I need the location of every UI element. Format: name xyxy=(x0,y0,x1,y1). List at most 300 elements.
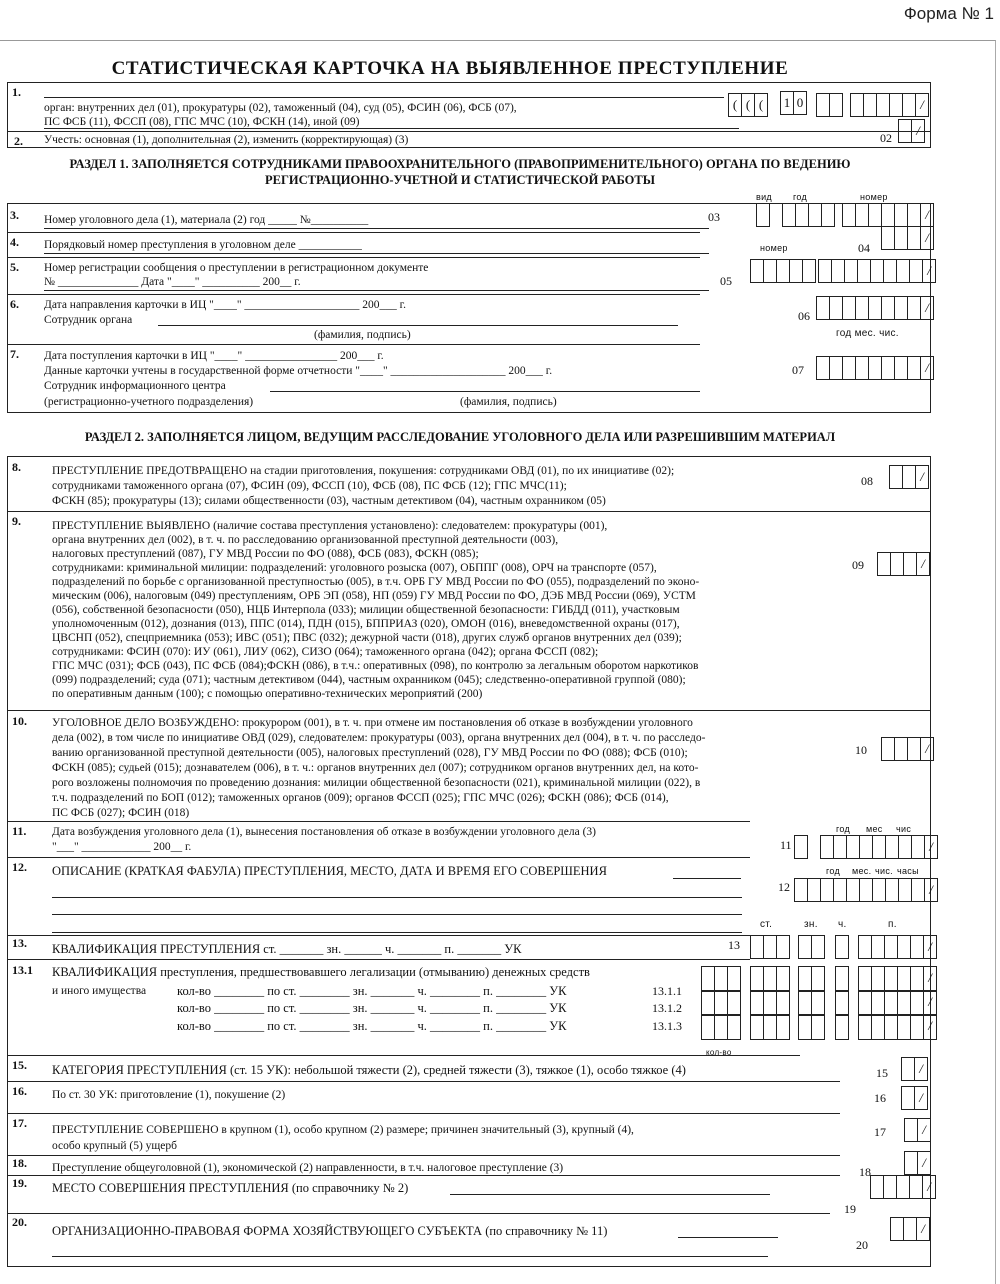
field-16-code: 16 xyxy=(874,1091,886,1105)
box[interactable] xyxy=(902,1058,915,1080)
box[interactable] xyxy=(795,879,808,901)
box[interactable] xyxy=(903,94,916,116)
box[interactable] xyxy=(899,120,912,142)
field-10-line: дела (002), в том числе по инициативе ОВД (029), следователем: прокуратуры (003), органа внутренних дел (004), в т. ч. по расследо- xyxy=(52,732,706,744)
field-5-num: 5. xyxy=(10,260,19,274)
box[interactable] xyxy=(836,967,849,991)
box[interactable] xyxy=(728,967,741,991)
field-15-boxes[interactable] xyxy=(901,1057,928,1081)
row-divider xyxy=(8,959,750,960)
slash-box[interactable] xyxy=(924,967,937,991)
field-9-line: по оперативным данным (100); с помощью оперативно-технических мероприятий (200) xyxy=(52,688,483,700)
section-1-heading-line2: РЕГИСТРАЦИОННО-УЧЕТНОЙ И СТАТИСТИЧЕСКОЙ РАБОТЫ xyxy=(265,173,655,187)
field-9-boxes[interactable] xyxy=(877,552,930,576)
box[interactable] xyxy=(871,260,884,282)
field-11-type-box[interactable] xyxy=(794,835,808,859)
box[interactable] xyxy=(856,297,869,319)
field-6-employee-input[interactable] xyxy=(158,325,678,326)
box[interactable] xyxy=(847,879,860,901)
box[interactable] xyxy=(783,204,796,226)
box[interactable] xyxy=(702,991,715,1015)
field-13-1-2-code: 13.1.2 xyxy=(652,1001,682,1015)
box[interactable] xyxy=(751,260,764,282)
box[interactable] xyxy=(882,297,895,319)
field-9-line: налоговых преступлений (087), ГУ МВД России по ФО (088), ФСБ (083), ФСКН (085); xyxy=(52,548,479,560)
box[interactable] xyxy=(764,1015,777,1039)
box[interactable] xyxy=(873,879,886,901)
box[interactable] xyxy=(777,967,790,991)
slash-box[interactable] xyxy=(915,1087,928,1109)
box[interactable] xyxy=(764,936,777,958)
field-13-zn-boxes[interactable] xyxy=(798,935,825,959)
field-10-line: рого возложены полномочия по проведению дознания: милиции общественной безопасности (021), криминальной милиции (022), в xyxy=(52,777,701,789)
caption-chasy: часы xyxy=(897,866,919,876)
box[interactable] xyxy=(904,1218,917,1240)
box[interactable]: ( xyxy=(755,94,768,116)
slash-box[interactable] xyxy=(921,738,934,760)
box[interactable] xyxy=(884,1176,897,1198)
row-divider xyxy=(8,294,700,295)
box[interactable] xyxy=(878,553,891,575)
box[interactable] xyxy=(872,967,885,991)
field-10-code: 10 xyxy=(855,743,867,757)
slash-box[interactable] xyxy=(918,1152,931,1174)
field-1-boxes-c[interactable] xyxy=(816,93,843,117)
caption-nomer: номер xyxy=(860,192,888,202)
caption-zn: зн. xyxy=(804,919,818,930)
field-9-num: 9. xyxy=(12,514,21,528)
field-17-boxes[interactable] xyxy=(904,1118,931,1142)
box[interactable] xyxy=(908,204,921,226)
field-9-line: (056), собственной безопасности (050), НЦБ Интерпола (033); милиции общественной безопасности: ГИБДД (011), участковым xyxy=(52,604,680,616)
box[interactable] xyxy=(898,1015,911,1039)
slash-box[interactable] xyxy=(924,1015,937,1039)
field-4-underline xyxy=(44,253,709,254)
slash-box[interactable] xyxy=(921,227,934,249)
caption-god: год xyxy=(826,866,841,876)
field-4-num: 4. xyxy=(10,235,19,249)
box[interactable] xyxy=(812,1015,825,1039)
box[interactable] xyxy=(728,1015,741,1039)
field-10-boxes[interactable] xyxy=(881,737,934,761)
box[interactable] xyxy=(873,836,886,858)
field-13-p-boxes[interactable] xyxy=(858,935,937,959)
box[interactable] xyxy=(897,1176,910,1198)
box[interactable] xyxy=(777,936,790,958)
box[interactable] xyxy=(836,936,849,958)
field-19-input-line[interactable] xyxy=(450,1194,770,1195)
field-19-num: 19. xyxy=(12,1176,27,1190)
box[interactable] xyxy=(764,991,777,1015)
field-15-num: 15. xyxy=(12,1058,27,1072)
box[interactable] xyxy=(812,936,825,958)
field-6-date-caption: год мес. чис. xyxy=(836,328,899,339)
box[interactable] xyxy=(830,94,843,116)
box[interactable] xyxy=(843,357,856,379)
box[interactable] xyxy=(882,357,895,379)
field-3-vid-boxes[interactable] xyxy=(756,203,770,227)
slash-box[interactable] xyxy=(921,204,934,226)
field-12-input-line[interactable] xyxy=(673,878,741,879)
field-13-code: 13 xyxy=(728,938,740,952)
field-9-line: сотрудниками: ФСИН (070): ИУ (061), ЛИУ (062), СИЗО (064); таможенного органа (042); органа ФССП (082); xyxy=(52,646,599,658)
field-13-1-line1: КВАЛИФИКАЦИЯ преступления, предшествовавшего легализации (отмыванию) денежных средств xyxy=(52,965,590,979)
field-9-line: уполномоченным (012), дознания (013), ППС (014), ПДН (015), БППРИАЗ (020), ОМОН (016), вневедомственной охраны (017), xyxy=(52,618,680,630)
slash-box[interactable] xyxy=(917,553,930,575)
field-5-code: 05 xyxy=(720,274,732,288)
box[interactable]: 0 xyxy=(794,92,807,114)
field-2-boxes[interactable] xyxy=(898,119,925,143)
box[interactable] xyxy=(751,936,764,958)
box[interactable] xyxy=(886,836,899,858)
field-6-num: 6. xyxy=(10,297,19,311)
field-16-text: По ст. 30 УК: приготовление (1), покушение (2) xyxy=(52,1089,286,1101)
row-divider xyxy=(8,821,750,822)
box[interactable] xyxy=(795,836,808,858)
box[interactable] xyxy=(847,836,860,858)
box[interactable] xyxy=(715,991,728,1015)
box[interactable] xyxy=(905,1119,918,1141)
box[interactable] xyxy=(751,1015,764,1039)
field-3-underline xyxy=(44,228,709,229)
slash-box[interactable] xyxy=(923,260,936,282)
box[interactable] xyxy=(910,260,923,282)
box[interactable] xyxy=(904,553,917,575)
box[interactable] xyxy=(799,936,812,958)
caption-p: п. xyxy=(888,919,897,930)
field-5-underline xyxy=(44,290,709,291)
field-13-1-prefix: и иного имущества xyxy=(52,985,147,997)
box[interactable] xyxy=(796,204,809,226)
field-6-line1: Дата направления карточки в ИЦ "____" ____________________ 200___ г. xyxy=(44,299,406,311)
box[interactable] xyxy=(757,204,770,226)
caption-vid: вид xyxy=(756,192,772,202)
row-divider xyxy=(8,1175,840,1176)
box[interactable] xyxy=(859,936,872,958)
box[interactable] xyxy=(830,357,843,379)
field-3-text: Номер уголовного дела (1), материала (2) год _____ №__________ xyxy=(44,214,369,226)
field-5-date-boxes[interactable] xyxy=(818,259,936,283)
row-divider xyxy=(8,511,930,512)
field-12-input-line[interactable] xyxy=(52,932,742,933)
field-13-1-row: кол-во ________ по ст. ________ зн. _______ ч. ________ п. ________ УК xyxy=(177,1001,567,1015)
box[interactable] xyxy=(832,260,845,282)
box[interactable] xyxy=(859,1015,872,1039)
field-7-line4: (регистрационно-учетного подразделения) xyxy=(44,396,254,408)
box[interactable] xyxy=(903,466,916,488)
box[interactable] xyxy=(799,991,812,1015)
field-15-text: КАТЕГОРИЯ ПРЕСТУПЛЕНИЯ (ст. 15 УК): небольшой тяжести (2), средней тяжести (3), тяжкое (1), особо тяжкое (4) xyxy=(52,1063,686,1077)
field-17-num: 17. xyxy=(12,1116,27,1130)
box[interactable] xyxy=(895,227,908,249)
box[interactable] xyxy=(777,991,790,1015)
field-17-code: 17 xyxy=(874,1125,886,1139)
box[interactable] xyxy=(728,991,741,1015)
field-13-st-boxes[interactable] xyxy=(750,935,790,959)
box[interactable] xyxy=(799,967,812,991)
field-1-boxes-a[interactable] xyxy=(728,93,768,117)
field-15-code: 15 xyxy=(876,1066,888,1080)
box[interactable] xyxy=(777,260,790,282)
box[interactable] xyxy=(715,967,728,991)
field-5-number-boxes[interactable] xyxy=(750,259,816,283)
field-7-date-boxes[interactable] xyxy=(816,356,934,380)
field-13-1-num: 13.1 xyxy=(12,963,33,977)
box[interactable] xyxy=(872,991,885,1015)
box[interactable] xyxy=(877,94,890,116)
field-12-input-line[interactable] xyxy=(52,914,742,915)
slash-box[interactable] xyxy=(915,1058,928,1080)
field-10-line: ПС ФСБ (027); ФСИН (018) xyxy=(52,807,190,819)
field-18-text: Преступление общеуголовной (1), экономической (2) направленности, в т.ч. налоговое преступление (3) xyxy=(52,1162,564,1174)
slash-box[interactable] xyxy=(924,936,937,958)
slash-box[interactable] xyxy=(916,94,929,116)
field-7-line1: Дата поступления карточки в ИЦ "____" ________________ 200___ г. xyxy=(44,350,384,362)
field-18-boxes[interactable] xyxy=(904,1151,931,1175)
box[interactable] xyxy=(885,967,898,991)
field-4-boxes[interactable] xyxy=(881,226,934,250)
caption-count: кол-во xyxy=(706,1048,732,1057)
field-1-line1: орган: внутренних дел (01), прокуратуры (02), таможенный (04), суд (05), ФСИН (06), ФСБ (07), xyxy=(44,102,517,114)
slash-box[interactable] xyxy=(918,1119,931,1141)
slash-box[interactable] xyxy=(924,991,937,1015)
field-17-line2: особо крупный (5) ущерб xyxy=(52,1140,177,1152)
box[interactable] xyxy=(895,738,908,760)
field-1-input-line[interactable] xyxy=(44,97,724,98)
box[interactable] xyxy=(898,936,911,958)
row-divider xyxy=(8,1155,840,1156)
box[interactable] xyxy=(751,967,764,991)
field-20-num: 20. xyxy=(12,1215,27,1229)
field-11-num: 11. xyxy=(12,824,27,838)
field-20-text: ОРГАНИЗАЦИОННО-ПРАВОВАЯ ФОРМА ХОЗЯЙСТВУЮЩЕГО СУБЪЕКТА (по справочнику № 11) xyxy=(52,1224,608,1238)
box[interactable] xyxy=(702,1015,715,1039)
box[interactable] xyxy=(895,357,908,379)
box[interactable] xyxy=(891,1218,904,1240)
slash-box[interactable] xyxy=(912,120,925,142)
box[interactable] xyxy=(790,260,803,282)
box[interactable] xyxy=(809,204,822,226)
box[interactable] xyxy=(843,297,856,319)
slash-box[interactable] xyxy=(917,1218,930,1240)
box[interactable] xyxy=(908,297,921,319)
box[interactable] xyxy=(859,967,872,991)
field-7-code: 07 xyxy=(792,363,804,377)
field-13-ch-box[interactable] xyxy=(835,935,849,959)
slash-box[interactable] xyxy=(916,466,929,488)
form-number: Форма № 1 xyxy=(903,4,994,23)
box[interactable] xyxy=(834,836,847,858)
box[interactable] xyxy=(908,227,921,249)
box[interactable] xyxy=(908,357,921,379)
box[interactable] xyxy=(843,204,856,226)
field-8-code: 08 xyxy=(861,474,873,488)
box[interactable] xyxy=(821,836,834,858)
slash-box[interactable] xyxy=(921,297,934,319)
field-6-date-boxes[interactable] xyxy=(816,296,934,320)
box[interactable] xyxy=(860,879,873,901)
field-7-employee-input[interactable] xyxy=(270,391,700,392)
field-1-line2: ПС ФСБ (11), ФССП (08), ГПС МЧС (10), ФСКН (14), иной (09) xyxy=(44,116,360,128)
box[interactable] xyxy=(836,1015,849,1039)
field-9-line: органа внутренних дел (002), в т. ч. по расследованию организованной преступной деятельности (003), xyxy=(52,534,559,546)
box[interactable] xyxy=(910,1176,923,1198)
field-19-code: 19 xyxy=(844,1202,856,1216)
box[interactable] xyxy=(819,260,832,282)
box[interactable] xyxy=(885,1015,898,1039)
field-12-datetime-boxes[interactable] xyxy=(794,878,938,902)
box[interactable] xyxy=(751,991,764,1015)
caption-chis: чис xyxy=(896,824,912,834)
field-18-num: 18. xyxy=(12,1156,27,1170)
field-17-line1: ПРЕСТУПЛЕНИЕ СОВЕРШЕНО в крупном (1), особо крупном (2) размере; причинен значительный (3), крупный (4), xyxy=(52,1124,634,1136)
field-11-date-boxes[interactable] xyxy=(820,835,938,859)
box[interactable] xyxy=(882,738,895,760)
box[interactable] xyxy=(911,991,924,1015)
field-10-line: ФСКН (085); судьей (015); дознавателем (006), в т. ч.: органов внутренних дел (007); сотрудником органов внутренних дел, на кото- xyxy=(52,762,699,774)
box[interactable] xyxy=(864,94,877,116)
box[interactable] xyxy=(869,297,882,319)
box[interactable] xyxy=(898,967,911,991)
box[interactable] xyxy=(858,260,871,282)
field-13-1-row: кол-во ________ по ст. ________ зн. _______ ч. ________ п. ________ УК xyxy=(177,1019,567,1033)
box[interactable] xyxy=(872,936,885,958)
box[interactable] xyxy=(891,553,904,575)
box[interactable] xyxy=(822,204,835,226)
field-1-boxes-d[interactable] xyxy=(850,93,929,117)
box[interactable] xyxy=(817,94,830,116)
field-11-line2: "___" ____________ 200__ г. xyxy=(52,841,192,853)
row-divider xyxy=(8,232,700,233)
box[interactable] xyxy=(890,94,903,116)
field-9-code: 09 xyxy=(852,558,864,572)
box[interactable] xyxy=(911,967,924,991)
box[interactable] xyxy=(890,466,903,488)
slash-box[interactable] xyxy=(925,836,938,858)
field-20-boxes[interactable] xyxy=(890,1217,930,1241)
box[interactable] xyxy=(817,357,830,379)
box[interactable] xyxy=(899,836,912,858)
caption-nomer-05: номер xyxy=(760,243,788,253)
box[interactable]: ( xyxy=(729,94,742,116)
box[interactable] xyxy=(836,991,849,1015)
box[interactable] xyxy=(859,991,872,1015)
box[interactable] xyxy=(898,991,911,1015)
box[interactable] xyxy=(812,967,825,991)
box[interactable] xyxy=(902,1087,915,1109)
box[interactable] xyxy=(885,936,898,958)
box[interactable] xyxy=(911,936,924,958)
box[interactable] xyxy=(884,260,897,282)
box[interactable] xyxy=(885,991,898,1015)
slash-box[interactable] xyxy=(923,1176,936,1198)
box[interactable] xyxy=(777,1015,790,1039)
row-divider xyxy=(8,1081,840,1082)
section-1-frame xyxy=(7,203,931,413)
box[interactable] xyxy=(702,967,715,991)
field-1-num: 1. xyxy=(12,85,21,99)
field-16-boxes[interactable] xyxy=(901,1086,928,1110)
row-divider xyxy=(8,257,700,258)
box[interactable] xyxy=(764,967,777,991)
field-12-code: 12 xyxy=(778,880,790,894)
box[interactable] xyxy=(856,357,869,379)
box[interactable] xyxy=(869,204,882,226)
field-5-line1: Номер регистрации сообщения о преступлении в регистрационном документе xyxy=(44,262,429,274)
field-3-number-boxes[interactable] xyxy=(842,203,934,227)
field-20-input-line[interactable] xyxy=(52,1256,768,1257)
box[interactable] xyxy=(912,879,925,901)
box[interactable] xyxy=(882,204,895,226)
box[interactable] xyxy=(908,738,921,760)
row-divider xyxy=(8,1113,840,1114)
row-divider xyxy=(8,1213,830,1214)
field-18-code: 18 xyxy=(859,1165,871,1179)
box[interactable] xyxy=(905,1152,918,1174)
field-13-text: КВАЛИФИКАЦИЯ ПРЕСТУПЛЕНИЯ ст. _______ зн. ______ ч. _______ п. _______ УК xyxy=(52,942,522,956)
box[interactable] xyxy=(830,297,843,319)
box[interactable] xyxy=(856,204,869,226)
box[interactable] xyxy=(851,94,864,116)
slash-box[interactable] xyxy=(925,879,938,901)
field-19-boxes[interactable] xyxy=(870,1175,936,1199)
field-8-boxes[interactable] xyxy=(889,465,929,489)
box[interactable] xyxy=(764,260,777,282)
box[interactable] xyxy=(886,879,899,901)
field-9-line: мическим (006), налоговым (049) преступлениям, ОРБ ЭП (058), НП (059) ГУ МВД России по ФО, ДЭБ МВД России (069), УСТМ xyxy=(52,590,696,602)
box[interactable] xyxy=(895,204,908,226)
field-1-boxes-b[interactable] xyxy=(780,91,807,115)
box[interactable] xyxy=(869,357,882,379)
box[interactable]: ( xyxy=(742,94,755,116)
box[interactable] xyxy=(871,1176,884,1198)
field-8-line: ФСКН (85); прокуратуры (13); силами общественности (03), частным детективом (04), частным охранником (05) xyxy=(52,495,606,507)
box[interactable] xyxy=(821,879,834,901)
box[interactable] xyxy=(803,260,816,282)
box[interactable] xyxy=(715,1015,728,1039)
box[interactable] xyxy=(817,297,830,319)
field-13-1-row: кол-во ________ по ст. ________ зн. _______ ч. ________ п. ________ УК xyxy=(177,984,567,998)
box[interactable] xyxy=(895,297,908,319)
box[interactable] xyxy=(912,836,925,858)
field-11-line1: Дата возбуждения уголовного дела (1), вынесения постановления об отказе в возбуждении уголовного дела (3) xyxy=(52,826,596,838)
field-8-num: 8. xyxy=(12,460,21,474)
field-1-underline xyxy=(44,128,739,129)
box[interactable] xyxy=(872,1015,885,1039)
box[interactable] xyxy=(860,836,873,858)
box[interactable] xyxy=(799,1015,812,1039)
row-divider xyxy=(8,131,930,132)
box[interactable] xyxy=(808,879,821,901)
box[interactable] xyxy=(882,227,895,249)
box[interactable] xyxy=(897,260,910,282)
slash-box[interactable] xyxy=(921,357,934,379)
field-12-input-line[interactable] xyxy=(52,897,742,898)
field-3-year-boxes[interactable] xyxy=(782,203,835,227)
field-2-text: Учесть: основная (1), дополнительная (2), изменить (корректирующая) (3) xyxy=(44,134,409,146)
field-9-line: (099) подразделений; суда (071); частным детективом (044), частным охранником (045); следственно-оперативной группой (080); xyxy=(52,674,686,686)
field-10-num: 10. xyxy=(12,714,27,728)
box[interactable] xyxy=(899,879,912,901)
box[interactable] xyxy=(812,991,825,1015)
box[interactable] xyxy=(911,1015,924,1039)
box[interactable]: 1 xyxy=(781,92,794,114)
caption-god: год xyxy=(836,824,851,834)
box[interactable] xyxy=(845,260,858,282)
caption-mes: мес. xyxy=(852,866,872,876)
field-20-input-line[interactable] xyxy=(678,1237,778,1238)
box[interactable] xyxy=(834,879,847,901)
